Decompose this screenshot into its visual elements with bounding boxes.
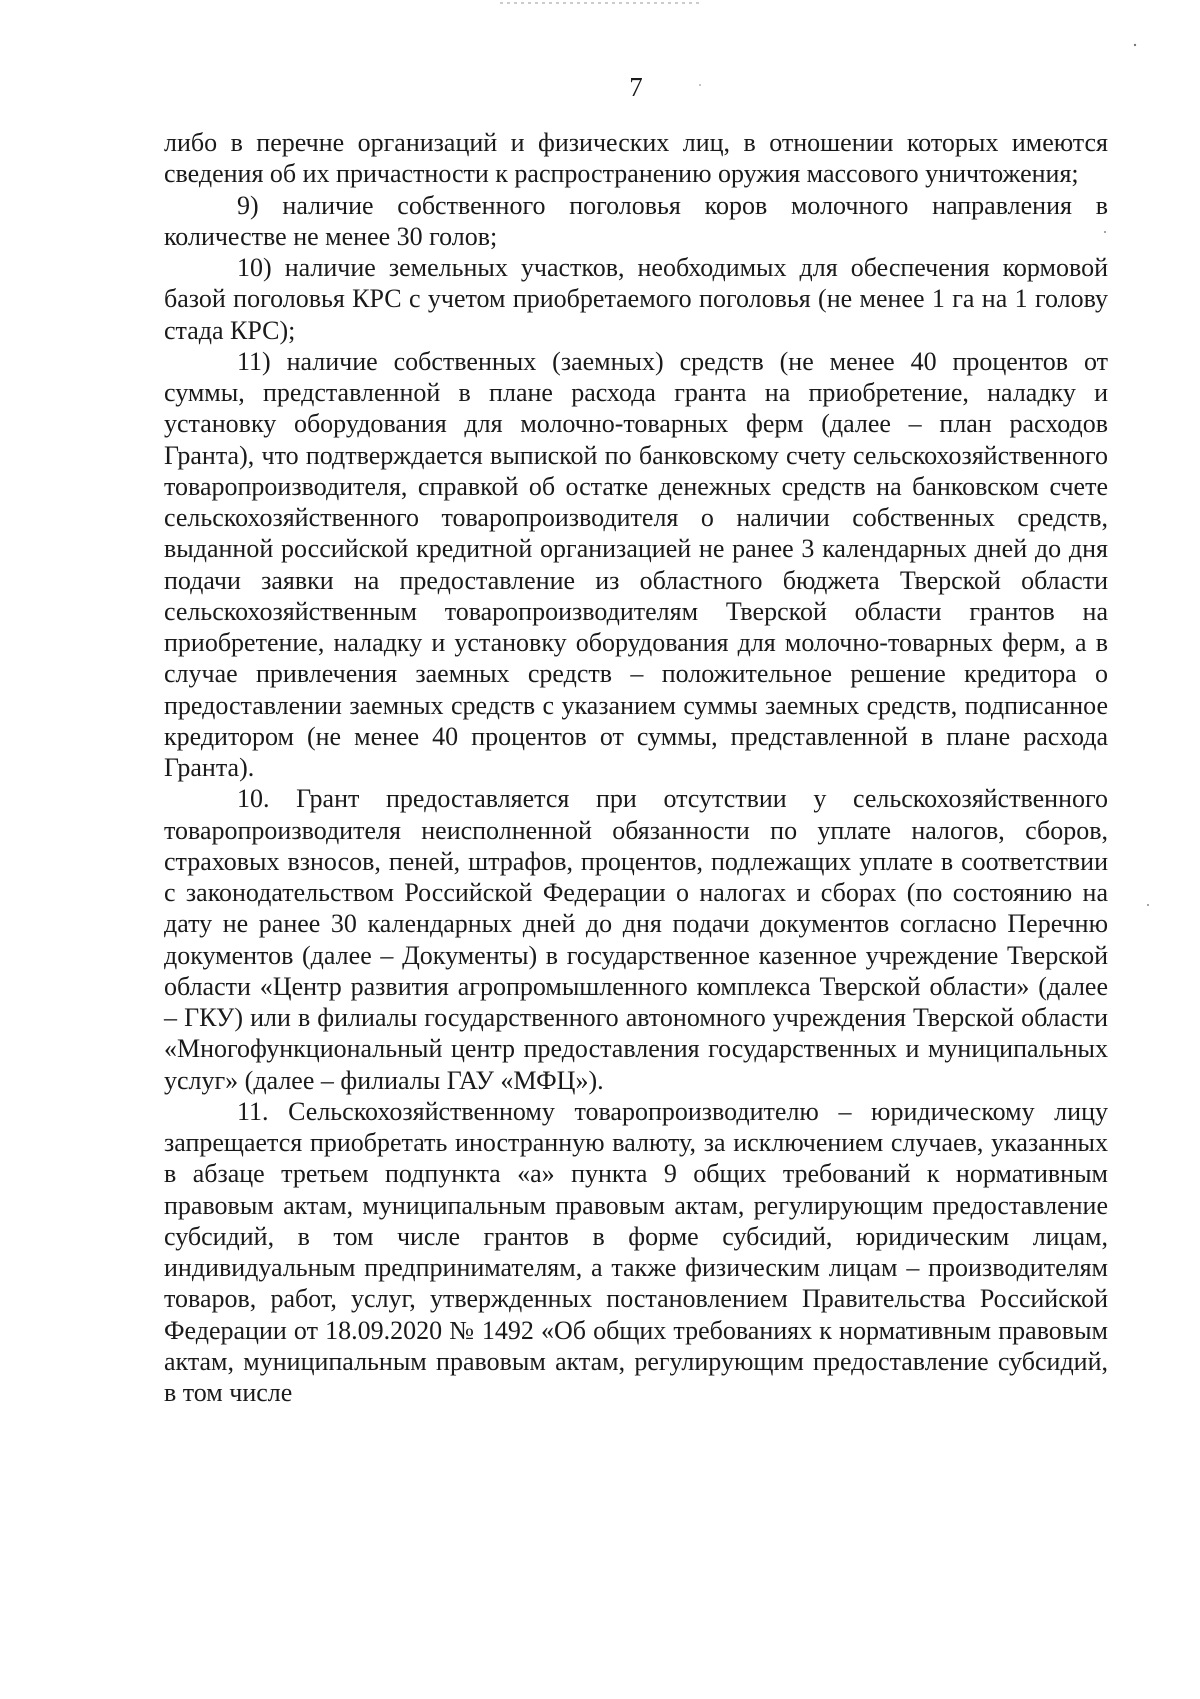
paragraph-item-11: 11) наличие собственных (заемных) средств (не менее 40 процентов от суммы, представленной в плане расхода гранта на приобретение, наладку и установку оборудования для молочно-товарных ферм (далее – план расходов Гранта), что подтверждается выпиской по банковскому счету сельскохозяйственного товаропроизводителя, справкой об остатке денежных средств на банковском счете сельскохозяйственного товаропроизводителя о наличии собственных средств, выданной российской кредитной организацией не ранее 3 календарных дней до дня подачи заявки на предоставление из областного бюджета Тверской области сельскохозяйственным товаропроизводителям Тверской области грантов на приобретение, наладку и установку оборудования для молочно-товарных ферм, а в случае привлечения заемных средств – положительное решение кредитора о предоставлении заемных средств с указанием суммы заемных средств, подписанное кредитором (не менее 40 процентов от суммы, представленной в плане расхода Гранта). [164,346,1108,782]
paragraph-item-10: 10) наличие земельных участков, необходимых для обеспечения кормовой базой поголовья КРС с учетом приобретаемого поголовья (не менее 1 га на 1 голову стада КРС); [164,253,1108,345]
paragraph-continued: либо в перечне организаций и физических лиц, в отношении которых имеются сведения об их причастности к распространению оружия массового уничтожения; [164,128,1108,189]
paragraph-clause-11: 11. Сельскохозяйственному товаропроизводителю – юридическому лицу запрещается приобретать иностранную валюту, за исключением случаев, указанных в абзаце третьем подпункта «а» пункта 9 общих требований к нормативным правовым актам, муниципальным правовым актам, регулирующим предоставление субсидий, в том числе грантов в форме субсидий, юридическим лицам, индивидуальным предпринимателям, а также физическим лицам – производителям товаров, работ, услуг, утвержденных постановлением Правительства Российской Федерации от 18.09.2020 № 1492 «Об общих требованиях к нормативным правовым актам, муниципальным правовым актам, регулирующим предоставление субсидий, в том числе [164,1096,1108,1407]
document-body [164,127,1108,1408]
paragraph-item-9: 9) наличие собственного поголовья коров молочного направления в количестве не менее 30 голов; [164,190,1108,251]
page-number: 7 [629,72,643,102]
paragraph-clause-10: 10. Грант предоставляется при отсутствии у сельскохозяйственного товаропроизводителя неисполненной обязанности по уплате налогов, сборов, страховых взносов, пеней, штрафов, процентов, подлежащих уплате в соответствии с законодательством Российской Федерации о налогах и сборах (по состоянию на дату не ранее 30 календарных дней до дня подачи документов согласно Перечню документов (далее – Документы) в государственное казенное учреждение Тверской области «Центр развития агропромышленного комплекса Тверской области» (далее – ГКУ) или в филиалы государственного автономного учреждения Тверской области «Многофункциональный центр предоставления государственных и муниципальных услуг» (далее – филиалы ГАУ «МФЦ»). [164,784,1108,1095]
